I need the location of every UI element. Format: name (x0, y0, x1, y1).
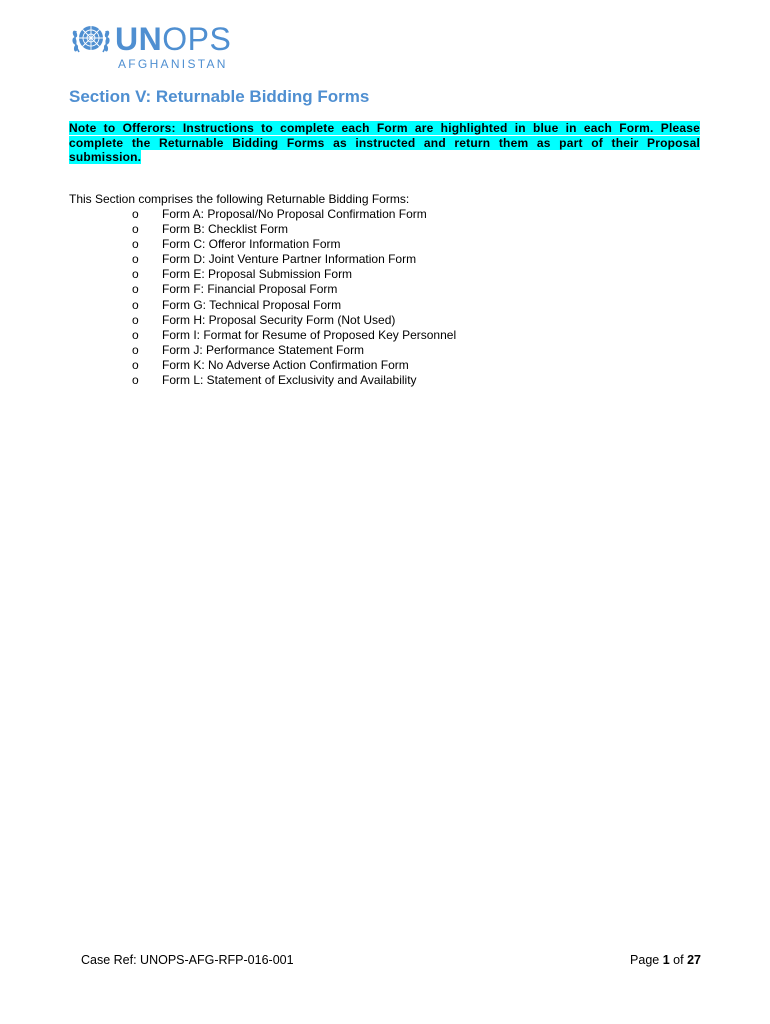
unops-logo (71, 22, 251, 72)
form-item-label: Form G: Technical Proposal Form (162, 297, 342, 312)
form-item-label: Form C: Offeror Information Form (162, 237, 341, 252)
form-item-label: Form J: Performance Statement Form (162, 342, 365, 357)
intro-text: This Section comprises the following Returnable Bidding Forms: (69, 192, 410, 206)
form-item-label: Form D: Joint Venture Partner Information Form (162, 252, 417, 267)
page-footer (81, 952, 701, 968)
form-item-label: Form F: Financial Proposal Form (162, 282, 338, 297)
form-item-label: Form K: No Adverse Action Confirmation Form (162, 357, 409, 372)
bullet-marker: o (132, 342, 139, 357)
form-item-label: Form I: Format for Resume of Proposed Key Personnel (162, 327, 457, 342)
bullet-marker: o (132, 282, 139, 297)
bullet-marker: o (132, 252, 139, 267)
bullet-marker: o (132, 207, 139, 221)
brand-name (115, 22, 231, 56)
page-label: Page (630, 953, 660, 967)
page-current: 1 (662, 953, 670, 967)
offerors-note-text: Note to Offerors: Instructions to complete each Form are highlighted in blue in each Form. Please complete the Returnable Bidding Forms as instructed and return them as part of their Proposal submission. (69, 121, 700, 164)
bullet-marker: o (132, 297, 139, 312)
bullet-marker: o (132, 222, 139, 237)
bullet-marker: o (132, 373, 139, 388)
section-title: Section V: Returnable Bidding Forms (69, 87, 370, 106)
form-item-label: Form H: Proposal Security Form (Not Used) (162, 312, 396, 327)
un-emblem-icon (71, 22, 111, 56)
bullet-marker: o (132, 312, 139, 327)
page-total: 27 (687, 953, 701, 967)
bullet-marker: o (132, 237, 139, 252)
form-item-label: Form E: Proposal Submission Form (162, 267, 353, 282)
page-of: of (673, 953, 684, 967)
form-item-label: Form L: Statement of Exclusivity and Availability (162, 373, 417, 388)
bullet-marker: o (132, 357, 139, 372)
brand-name-bold: UN (115, 21, 163, 57)
page-number (630, 952, 701, 968)
form-item-label: Form A: Proposal/No Proposal Confirmation Form (162, 207, 427, 221)
offerors-note (69, 121, 700, 165)
brand-subtitle: AFGHANISTAN (118, 57, 228, 71)
bullet-marker: o (132, 267, 139, 282)
form-item-label: Form B: Checklist Form (162, 222, 289, 237)
bullet-marker: o (132, 327, 139, 342)
brand-name-rest: OPS (162, 21, 232, 57)
case-reference: Case Ref: UNOPS-AFG-RFP-016-001 (81, 953, 294, 967)
